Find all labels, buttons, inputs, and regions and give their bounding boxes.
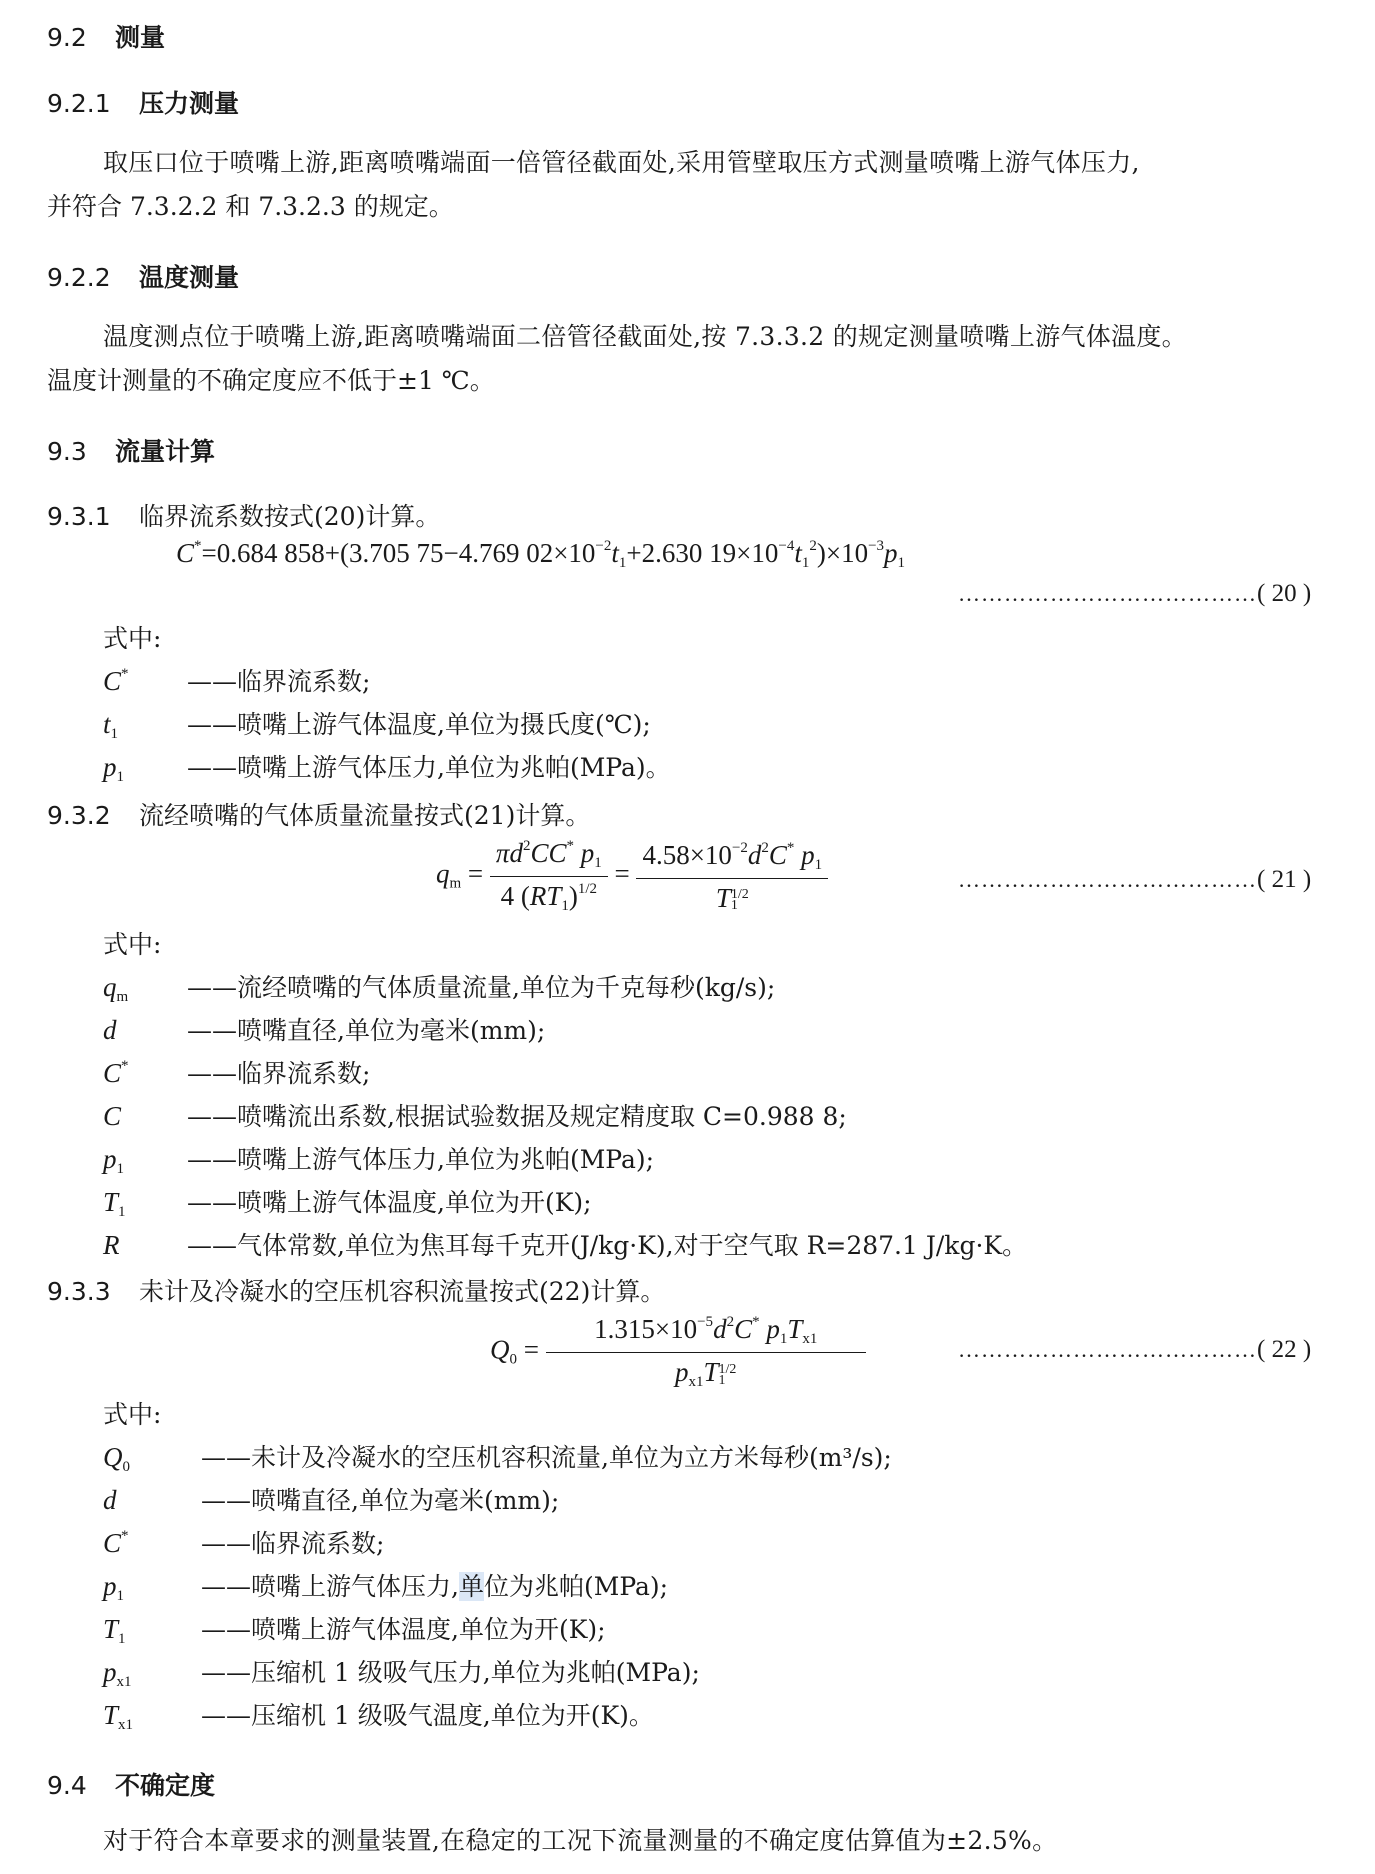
definition-text: ——压缩机 1 级吸气压力,单位为兆帕(MPa);: [201, 1658, 700, 1687]
section-title: 压力测量: [139, 89, 240, 118]
section-9-4-heading: [47, 1766, 215, 1802]
definition-row: [103, 705, 651, 743]
equation-20: C*=0.684 858+(3.705 75−4.769 $02\times 10^{-2}t_1+2.630$ $19\times 10^{-4}t_1^2)\times 10^{-3}p_1$: [176, 538, 906, 571]
definition-text: ——压缩机 1 级吸气温度,单位为开(K)。: [201, 1701, 654, 1730]
section-text: 未计及冷凝水的空压机容积流量按式(22)计算。: [139, 1277, 666, 1306]
fraction: $4.58\times 10^{-2}d^2C^*$ $p_1$ T 1/2 1: [636, 840, 828, 914]
definition-row: [103, 1696, 654, 1734]
section-title: 不确定度: [115, 1771, 216, 1800]
fraction: $\frac{\pi d^2CC^* p_1}{4 (RT_1)^{1/2}}$: [490, 838, 608, 915]
definition-symbol: $q_m$: [103, 972, 129, 1005]
section-9-3-2-heading: [47, 796, 590, 832]
section-number: 9.2: [47, 23, 87, 52]
section-9-2-1-heading: [47, 84, 239, 120]
section-9-3-heading: [47, 432, 215, 468]
section-text: 临界流系数按式(20)计算。: [139, 502, 441, 531]
definition-symbol: $p_{x1}$: [103, 1657, 132, 1690]
definition-text: ——喷嘴直径,单位为毫米(mm);: [201, 1486, 560, 1515]
definition-text: ——喷嘴直径,单位为毫米(mm);: [187, 1016, 546, 1045]
definition-symbol: $T_{x1}$: [103, 1700, 134, 1733]
definition-row: [103, 1438, 892, 1476]
definition-text: ——临界流系数;: [201, 1529, 385, 1558]
section-9-3-1-heading: [47, 497, 440, 533]
equation-number-22: …………………………………( 22 ): [958, 1336, 1312, 1363]
equation-number-20: …………………………………( 20 ): [958, 580, 1312, 607]
definition-text: ——临界流系数;: [187, 1059, 371, 1088]
paragraph-line: 取压口位于喷嘴上游,距离喷嘴端面一倍管径截面处,采用管壁取压方式测量喷嘴上游气体压力,: [103, 148, 1140, 177]
definition-symbol: C: [103, 1101, 122, 1131]
section-9-2-heading: [47, 18, 165, 54]
definition-symbol: d: [103, 1485, 117, 1515]
where-label: 式中:: [103, 930, 162, 959]
where-label: 式中:: [103, 1400, 162, 1429]
definition-symbol: C*: [103, 1058, 129, 1088]
paragraph-line: 温度计测量的不确定度应不低于±1 ℃。: [47, 366, 495, 395]
fraction: $1.315\times 10^{-5}d^2C^*$ $p_1T_{x1}$ $p_{x1}T$ 1/2 1: [546, 1314, 866, 1391]
definition-row: [103, 968, 775, 1006]
definition-symbol: $p_1$: [103, 1571, 124, 1604]
paragraph-line: 温度测点位于喷嘴上游,距离喷嘴端面二倍管径截面处,按 7.3.3.2 的规定测量喷嘴上游气体温度。: [103, 322, 1187, 351]
definition-text: ——喷嘴上游气体压力,单位为兆帕(MPa);: [201, 1572, 669, 1601]
section-9-2-2-heading: [47, 258, 239, 294]
section-title: 测量: [115, 23, 166, 52]
section-title: 温度测量: [139, 263, 240, 292]
equation-22: $Q_0$ = $1.315\times 10^{-5}d^2C^*$ $p_1T_{x1}$ $p_{x1}T$ 1/2 1: [490, 1314, 866, 1391]
section-number: 9.3.3: [47, 1277, 111, 1306]
section-number: 9.3.2: [47, 801, 111, 830]
section-number: 9.3.1: [47, 502, 111, 531]
definition-row: [103, 1097, 847, 1133]
definition-symbol: d: [103, 1015, 117, 1045]
definition-row: [103, 1481, 559, 1517]
section-9-3-3-heading: [47, 1272, 665, 1308]
definition-row: [103, 1567, 668, 1605]
section-number: 9.3: [47, 437, 87, 466]
definition-row: [103, 1524, 384, 1560]
definition-row: [103, 1653, 700, 1691]
definition-symbol: $p_1$: [103, 1144, 124, 1177]
equation-21: $q_m$ = $\frac{\pi d^2CC^* p_1}{4 (RT_1)^{1/2}}$ = $4.58\times 10^{-2}d^2C^*$ $p_1$ T 1/2 1: [436, 838, 828, 915]
definition-row: [103, 748, 671, 786]
definition-symbol: R: [103, 1230, 120, 1260]
definition-text: ——气体常数,单位为焦耳每千克开(J/kg·K),对于空气取 R=287.1 J/kg·K。: [187, 1231, 1028, 1260]
definition-text: ——未计及冷凝水的空压机容积流量,单位为立方米每秒(m³/s);: [201, 1443, 892, 1472]
where-label: 式中:: [103, 624, 162, 653]
definition-symbol: $p_1$: [103, 752, 124, 785]
definition-row: [103, 1054, 370, 1090]
definition-row: [103, 662, 370, 698]
definition-text: ——喷嘴上游气体温度,单位为开(K);: [201, 1615, 606, 1644]
definition-text: ——流经喷嘴的气体质量流量,单位为千克每秒(kg/s);: [187, 973, 776, 1002]
equation-number-21: …………………………………( 21 ): [958, 866, 1312, 893]
definition-text: ——喷嘴上游气体压力,单位为兆帕(MPa);: [187, 1145, 655, 1174]
definition-row: [103, 1226, 1027, 1262]
definition-symbol: $T_1$: [103, 1187, 126, 1220]
section-title: 流量计算: [115, 437, 216, 466]
definition-text: ——喷嘴上游气体温度,单位为开(K);: [187, 1188, 592, 1217]
definition-symbol: C*: [103, 666, 129, 696]
definition-text: ——临界流系数;: [187, 667, 371, 696]
definition-text: ——喷嘴流出系数,根据试验数据及规定精度取 C=0.988 8;: [187, 1102, 847, 1131]
section-text: 流经喷嘴的气体质量流量按式(21)计算。: [139, 801, 591, 830]
definition-text: ——喷嘴上游气体温度,单位为摄氏度(℃);: [187, 710, 651, 739]
definition-symbol: $T_1$: [103, 1614, 126, 1647]
section-number: 9.2.1: [47, 89, 111, 118]
definition-text: ——喷嘴上游气体压力,单位为兆帕(MPa)。: [187, 753, 671, 782]
paragraph-line: 并符合 7.3.2.2 和 7.3.2.3 的规定。: [47, 192, 454, 221]
paragraph-line: 对于符合本章要求的测量装置,在稳定的工况下流量测量的不确定度估算值为±2.5%。: [103, 1826, 1058, 1855]
section-number: 9.2.2: [47, 263, 111, 292]
definition-symbol: $Q_0$: [103, 1442, 130, 1475]
definition-row: [103, 1140, 654, 1178]
definition-symbol: C*: [103, 1528, 129, 1558]
definition-symbol: $t_1$: [103, 709, 119, 742]
definition-row: [103, 1610, 606, 1648]
definition-row: [103, 1011, 545, 1047]
definition-row: [103, 1183, 592, 1221]
section-number: 9.4: [47, 1771, 87, 1800]
